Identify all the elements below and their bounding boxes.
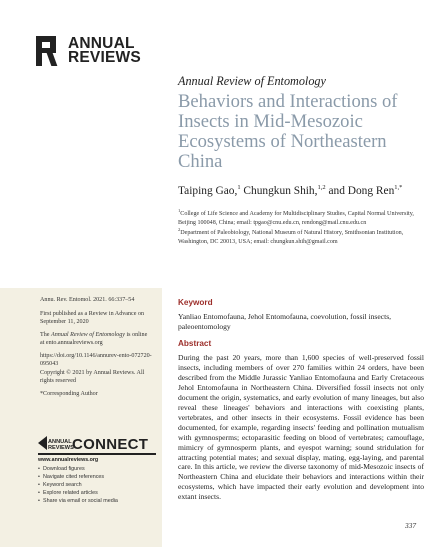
bullet-icon: • xyxy=(38,466,40,472)
logo-text-annual: ANNUAL xyxy=(68,35,135,52)
arrow-left-icon xyxy=(38,436,47,450)
author-affiliation-mark: 1 xyxy=(237,184,241,191)
author-list xyxy=(178,184,402,197)
author-affiliation-mark: 1,* xyxy=(394,184,403,191)
author-name: and Dong Ren xyxy=(328,184,395,197)
annual-reviews-logo-mark xyxy=(36,36,62,66)
online-prefix: The xyxy=(40,332,51,338)
affiliation-2 xyxy=(178,226,423,246)
connect-feature-label: Share via email or social media xyxy=(43,498,118,505)
affiliation-mark: 2 xyxy=(178,227,181,232)
author-name: Chungkun Shih, xyxy=(243,184,318,197)
doi-link[interactable]: https://doi.org/10.1146/annurev-ento-072720-095043 xyxy=(40,353,152,368)
first-published: First published as a Review in Advance on September 11, 2020 xyxy=(40,311,145,326)
connect-wordmark: CONNECT xyxy=(72,436,149,453)
author-name: Taiping Gao, xyxy=(178,184,238,197)
affiliation-text: Department of Paleobiology, National Museum of Natural History, Smithsonian Institution, Washington, DC 20013, USA; email: chungkun.shih@gmail.com xyxy=(178,230,404,245)
article-title: Behaviors and Interactions of Insects in Mid-Mesozoic Ecosystems of Northeastern China xyxy=(178,91,398,172)
abstract-text: During the past 20 years, more than 1,600 species of well-preserved fossil insects, including members of over 270 families within 24 orders, have been described from the Middle Jurassic Yanliao Entomofauna and Early Cretaceous Jehol Entomofauna in Northeastern China. Diversified fossil insects not only document the origin, systematics, and early evolution of many lineages, but also reveal these lineages' behaviors and interactions with coexisting plants, vertebrates, and other insects in their ecosystems. Fossil evidence has been documented, for example, regarding insects' feeding and pollination mutualism with gymnosperms; ectoparasitic feeding on blood of vertebrates; camouflage, mimicry of gymnosperm plants, and eyespot warning; sound stridulation for attracting potential mates; and sexual display, mating, egg-laying, and parental care. In this article, we review the diverse taxonomy of mid-Mesozoic insects of Northeastern China and elucidate their behaviors and interactions within their ecosystems, which have impacted their early evolution and development into extant insects. xyxy=(178,353,424,502)
bullet-icon: • xyxy=(38,474,40,481)
citation: Annu. Rev. Entomol. 2021. 66:337–54 xyxy=(40,297,135,303)
online-journal: Annual Review of Entomology xyxy=(51,332,125,338)
keywords-text: Yanliao Entomofauna, Jehol Entomofauna, coevolution, fossil insects, paleoentomology xyxy=(178,312,392,331)
journal-name: Annual Review of Entomology xyxy=(178,74,326,88)
connect-divider xyxy=(38,453,156,455)
connect-feature-label: Keyword search xyxy=(43,482,82,489)
author-affiliation-mark: 1,2 xyxy=(317,184,326,191)
page-number: 337 xyxy=(405,521,417,530)
corresponding-author: *Corresponding Author xyxy=(40,391,98,397)
online-notice xyxy=(40,331,152,347)
article-info-sidebar xyxy=(0,288,162,547)
connect-feature-item xyxy=(38,489,156,497)
connect-url-link[interactable]: www.annualreviews.org xyxy=(38,457,99,463)
connect-feature-label: Download figures xyxy=(43,466,85,472)
online-suffix: is online at ento.annualreviews.org xyxy=(40,332,148,347)
annual-reviews-connect xyxy=(38,428,156,505)
affiliation-text: College of Life Science and Academy for Multidisciplinary Studies, Capital Normal University, Beijing 100048, China; email: tpgao@cnu.edu.cn, rendong@mail.cnu.edu.cn xyxy=(178,211,414,226)
bullet-icon: • xyxy=(38,490,40,497)
connect-brand-line2: REVIEWS xyxy=(48,445,74,452)
annual-reviews-logo xyxy=(36,36,141,66)
connect-brand xyxy=(48,440,72,452)
connect-feature-item xyxy=(38,481,156,489)
affiliation-1 xyxy=(178,207,423,227)
copyright: Copyright © 2021 by Annual Reviews. All rights reserved xyxy=(40,370,145,385)
connect-feature-list xyxy=(38,465,156,505)
connect-brand-line1: ANNUAL xyxy=(48,439,72,446)
connect-feature-item xyxy=(38,497,156,505)
bullet-icon: • xyxy=(38,498,40,505)
logo-text-reviews: REVIEWS xyxy=(68,49,141,66)
abstract-heading: Abstract xyxy=(178,339,212,348)
connect-feature-item xyxy=(38,465,156,473)
affiliation-mark: 1 xyxy=(178,208,181,213)
bullet-icon: • xyxy=(38,482,40,489)
connect-feature-label: Navigate cited references xyxy=(43,474,105,481)
keywords-heading: Keyword xyxy=(178,298,213,307)
connect-feature-label: Explore related articles xyxy=(43,490,98,497)
connect-feature-item xyxy=(38,473,156,481)
